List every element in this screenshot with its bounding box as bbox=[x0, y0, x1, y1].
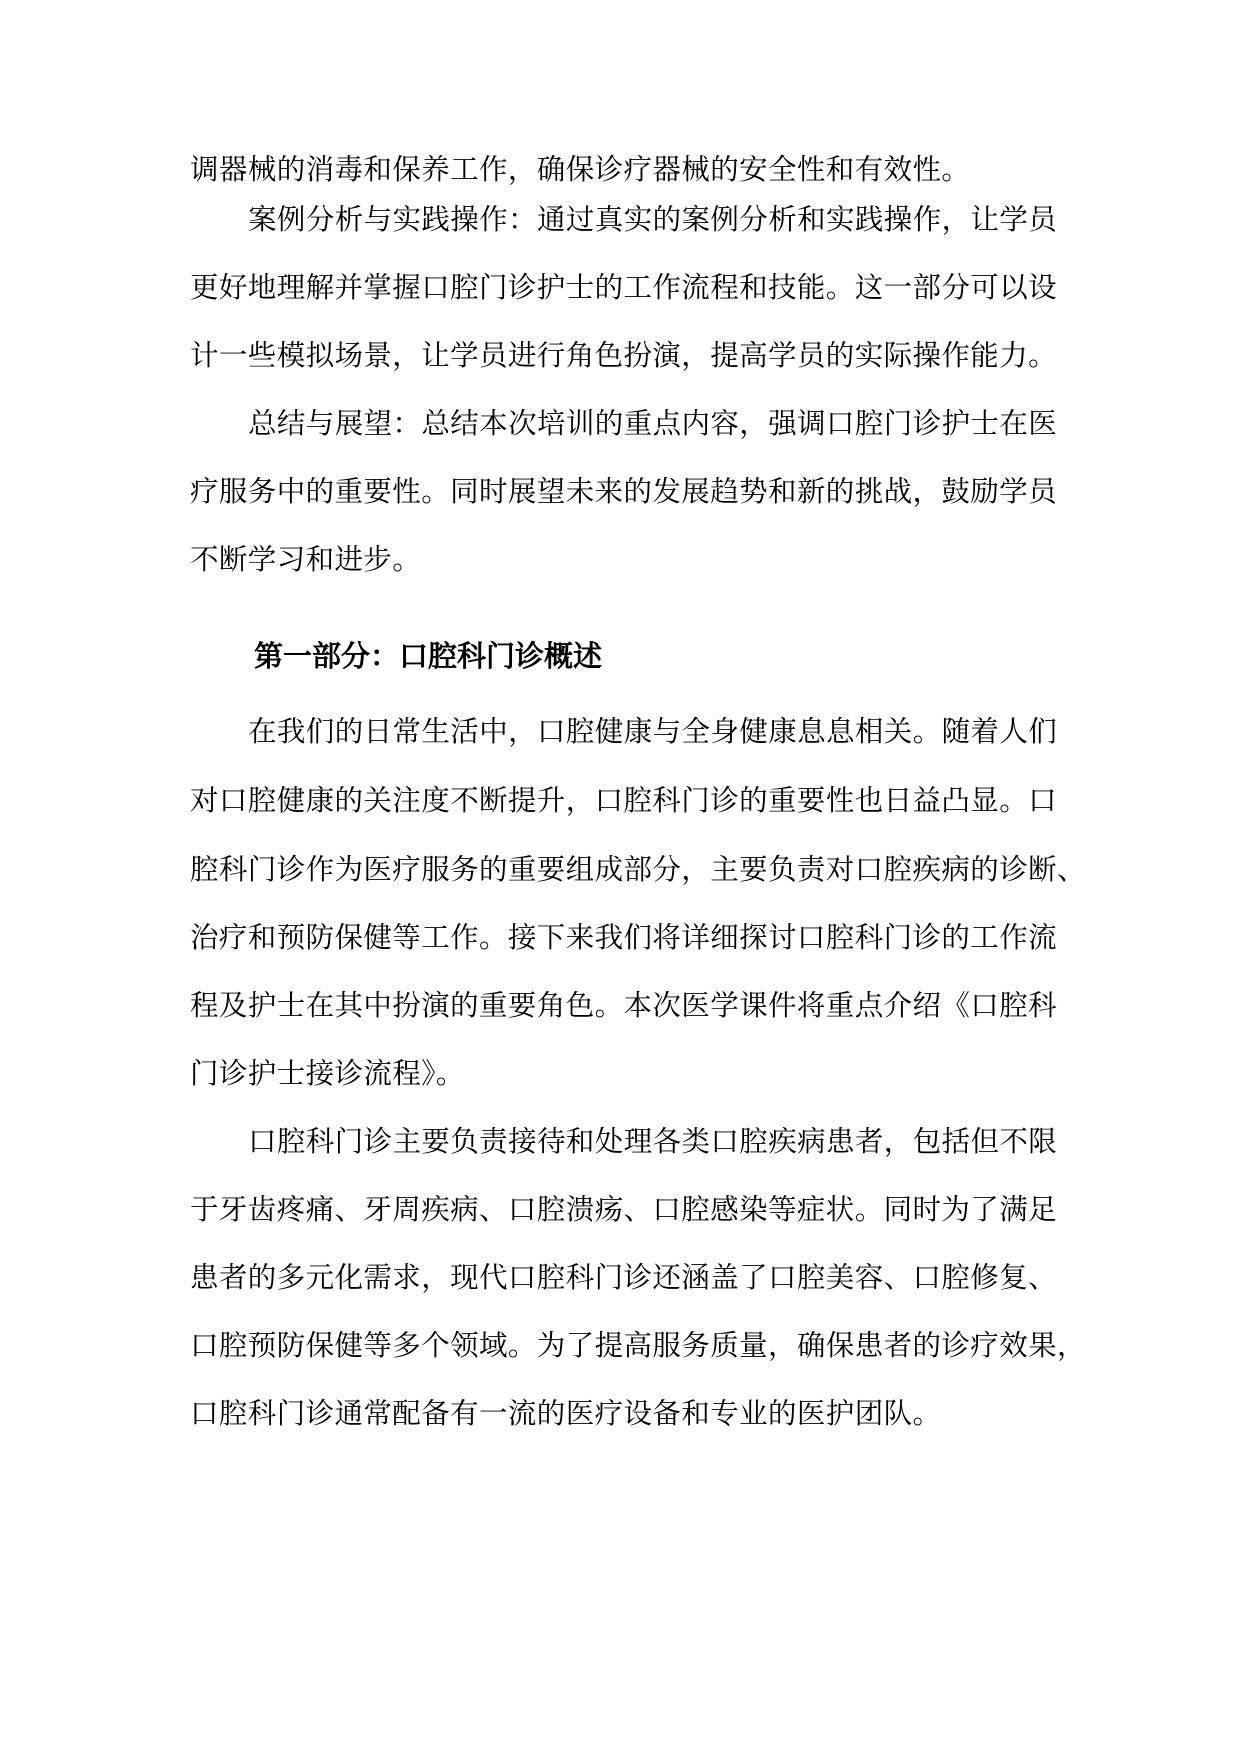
paragraph-line: 程及护士在其中扮演的重要角色。本次医学课件将重点介绍《口腔科 bbox=[190, 989, 1058, 1022]
paragraph-line: 调器械的消毒和保养工作，确保诊疗器械的安全性和有效性。 bbox=[190, 153, 971, 186]
section-heading: 第一部分：口腔科门诊概述 bbox=[254, 639, 603, 673]
paragraph-line: 疗服务中的重要性。同时展望未来的发展趋势和新的挑战，鼓励学员 bbox=[190, 475, 1058, 508]
paragraph-line: 计一些模拟场景，让学员进行角色扮演，提高学员的实际操作能力。 bbox=[190, 339, 1058, 372]
paragraph-line: 口腔预防保健等多个领域。为了提高服务质量，确保患者的诊疗效果， bbox=[190, 1329, 1086, 1362]
paragraph-line: 不断学习和进步。 bbox=[190, 543, 422, 576]
paragraph-line: 治疗和预防保健等工作。接下来我们将详细探讨口腔科门诊的工作流 bbox=[190, 921, 1058, 954]
paragraph-line: 口腔科门诊通常配备有一流的医疗设备和专业的医护团队。 bbox=[190, 1397, 942, 1430]
paragraph-line: 口腔科门诊主要负责接待和处理各类口腔疾病患者，包括但不限 bbox=[248, 1125, 1058, 1158]
paragraph-line: 门诊护士接诊流程》。 bbox=[190, 1057, 465, 1090]
paragraph-line: 总结与展望：总结本次培训的重点内容，强调口腔门诊护士在医 bbox=[248, 407, 1058, 440]
paragraph-line: 于牙齿疼痛、牙周疾病、口腔溃疡、口腔感染等症状。同时为了满足 bbox=[190, 1193, 1058, 1226]
paragraph-line: 在我们的日常生活中，口腔健康与全身健康息息相关。随着人们 bbox=[248, 715, 1058, 748]
paragraph-line: 腔科门诊作为医疗服务的重要组成部分，主要负责对口腔疾病的诊断、 bbox=[190, 853, 1086, 886]
paragraph-line: 更好地理解并掌握口腔门诊护士的工作流程和技能。这一部分可以设 bbox=[190, 271, 1058, 304]
paragraph-line: 患者的多元化需求，现代口腔科门诊还涵盖了口腔美容、口腔修复、 bbox=[190, 1261, 1058, 1294]
paragraph-line: 对口腔健康的关注度不断提升，口腔科门诊的重要性也日益凸显。口 bbox=[190, 784, 1058, 817]
paragraph-line: 案例分析与实践操作：通过真实的案例分析和实践操作，让学员 bbox=[248, 203, 1058, 236]
